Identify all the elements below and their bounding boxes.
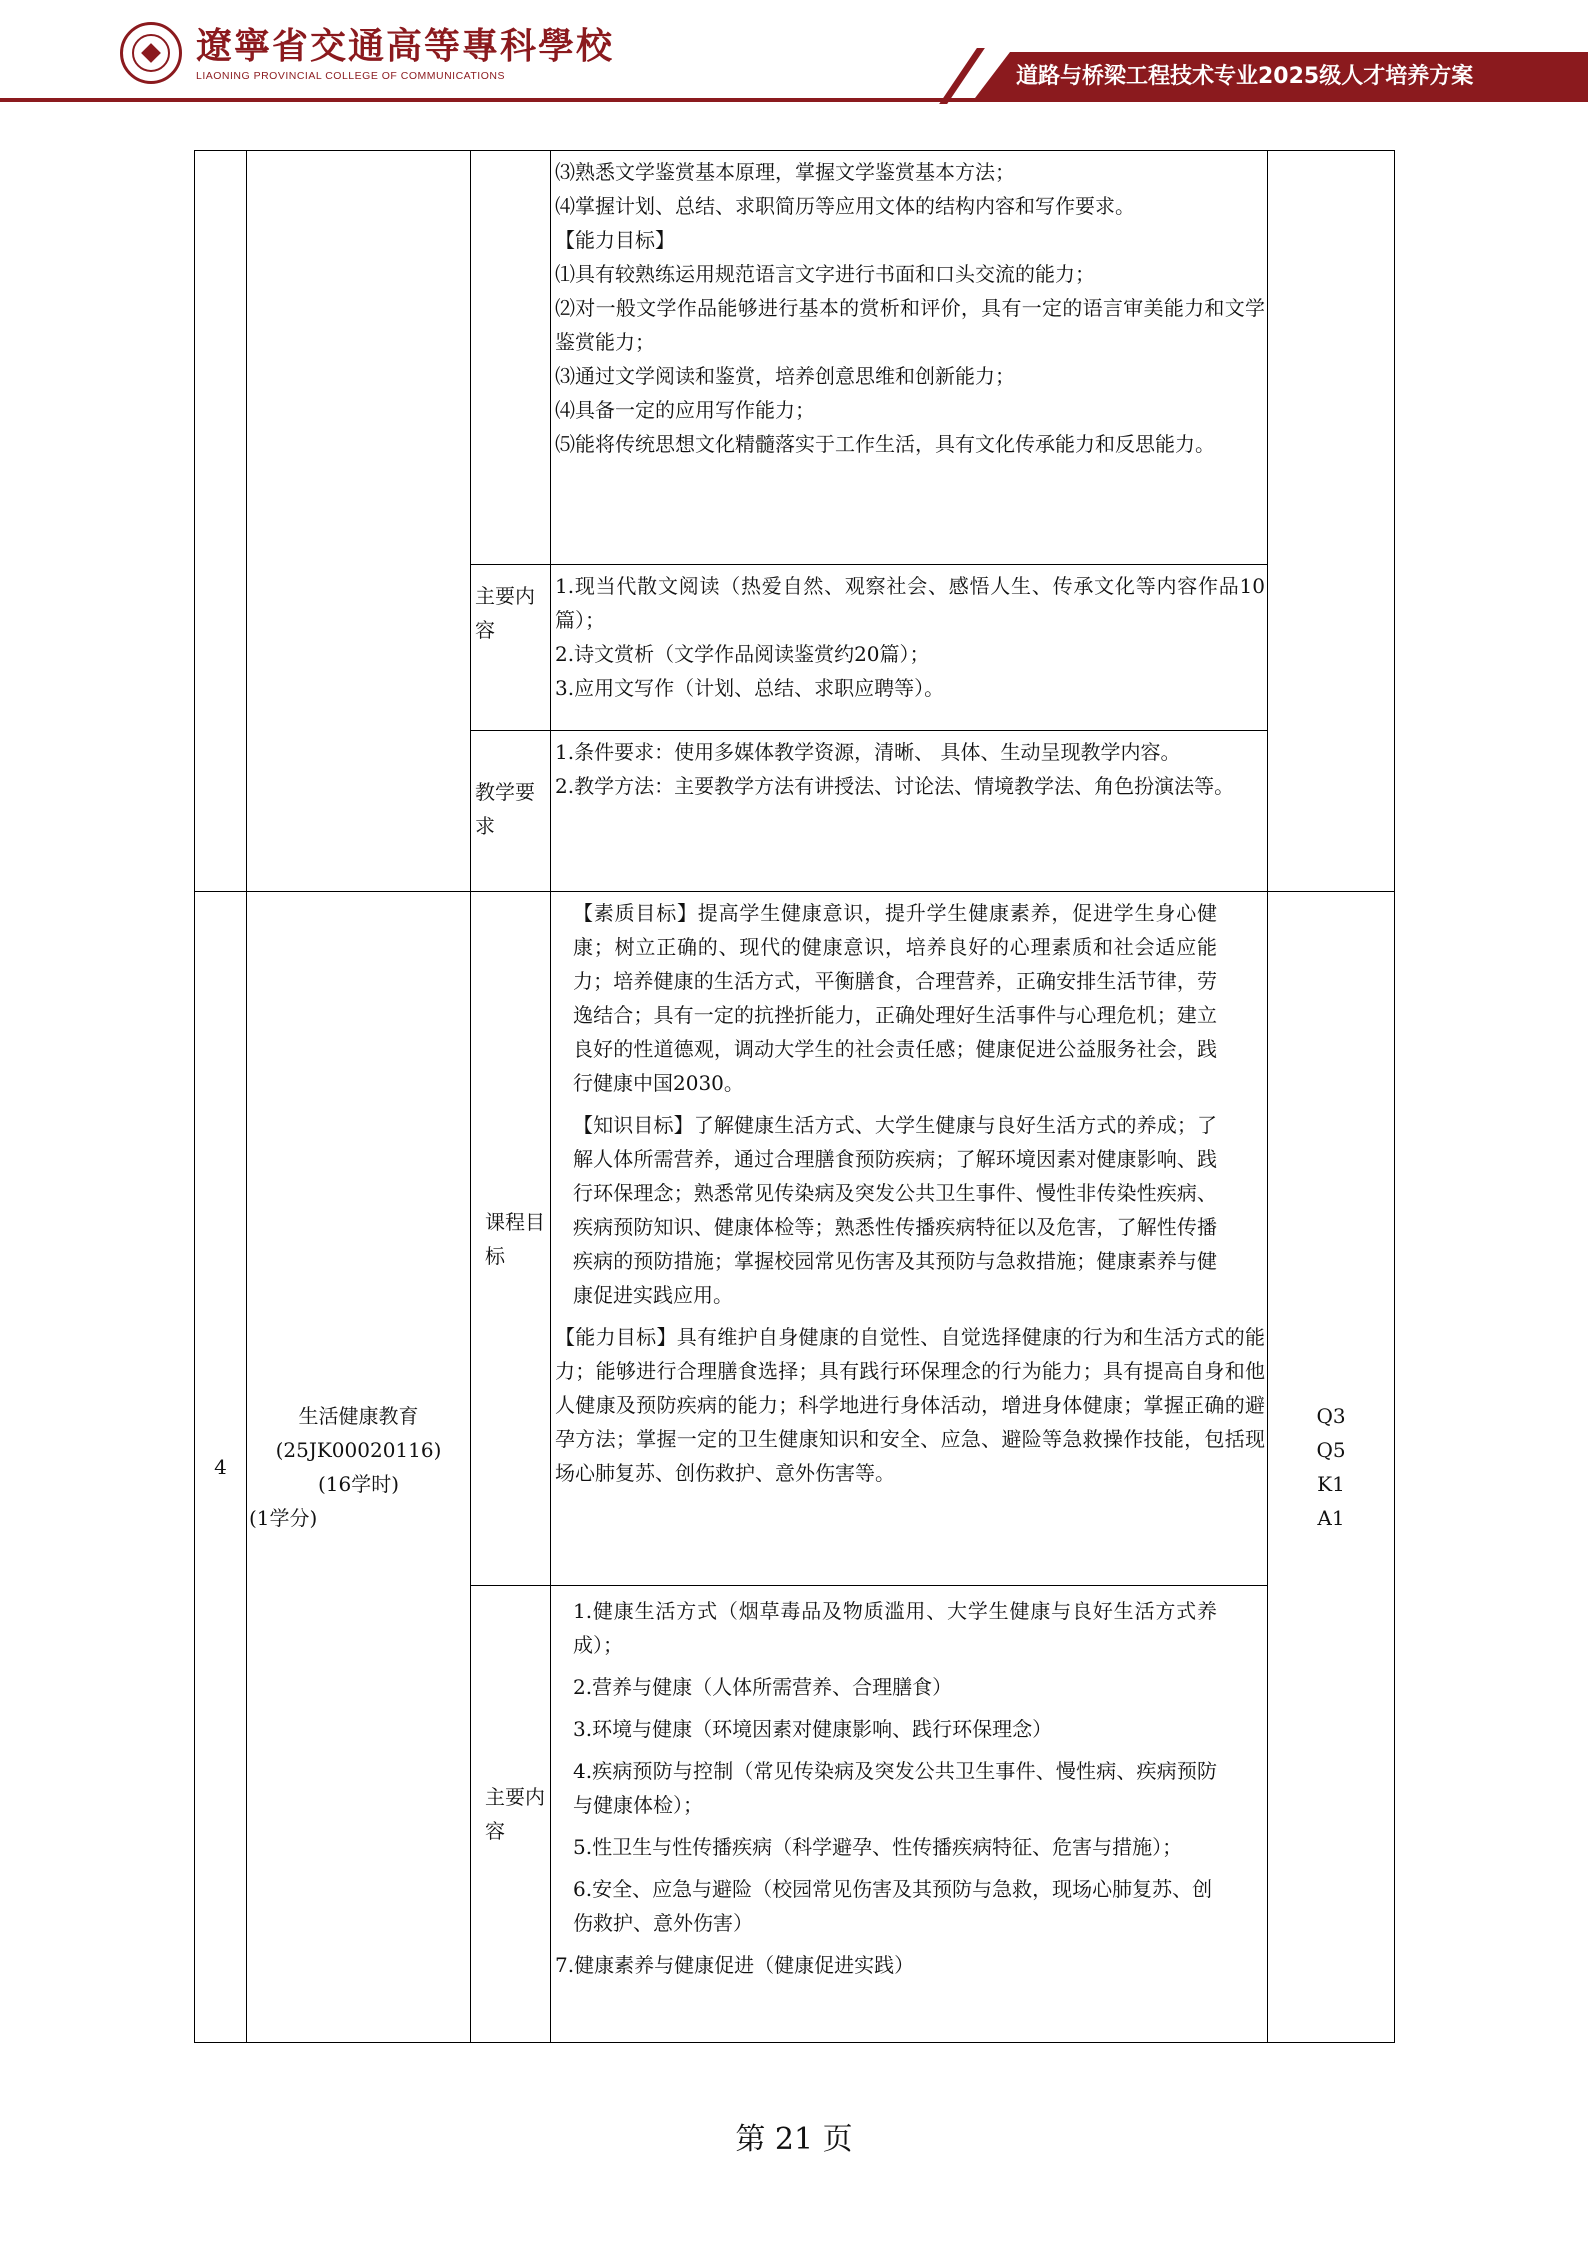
teaching-label: 教学要求 [475, 780, 535, 838]
course-name: 生活健康教育 [298, 1404, 419, 1428]
course-hours: (16学时) [317, 1472, 400, 1496]
course-credit: (1学分) [249, 1506, 318, 1530]
code-item: Q3 [1316, 1404, 1346, 1428]
teaching-line: 2.教学方法：主要教学方法有讲授法、讨论法、情境教学法、角色扮演法等。 [555, 774, 1235, 798]
content-line: 1.现当代散文阅读（热爱自然、观察社会、感悟人生、传承文化等内容作品10篇）； [555, 574, 1265, 632]
teaching-line: 1.条件要求：使用多媒体教学资源，清晰、 具体、生动呈现教学内容。 [555, 740, 1181, 764]
school-name-cn: 遼寧省交通高等專科學校 [196, 25, 615, 67]
course-cell-prev [247, 151, 471, 892]
page-number: 第 21 页 [735, 2122, 853, 2157]
goal-line: ⑶通过文学阅读和鉴赏，培养创意思维和创新能力； [555, 364, 1015, 388]
seal-core-mark [141, 43, 161, 63]
table-row [195, 151, 1395, 565]
table-row [195, 892, 1395, 1586]
curriculum-table [194, 150, 1395, 2043]
course-info-cell [247, 892, 471, 2043]
header-rule [0, 98, 1010, 102]
seal-inner-ring [132, 34, 170, 72]
school-name-en: LIAONING PROVINCIAL COLLEGE OF COMMUNICATIONS [196, 70, 505, 82]
goals-label: 课程目标 [485, 1209, 545, 1268]
content-line: 伤救护、意外伤害） [573, 1911, 753, 1935]
goal-line: ⑷掌握计划、总结、求职简历等应用文体的结构内容和写作要求。 [555, 194, 1135, 218]
content-line: 1.健康生活方式（烟草毒品及物质滥用、大学生健康与良好生活方式养成）； [573, 1599, 1217, 1657]
goals-cell-prev [551, 151, 1268, 565]
codes-cell-prev [1268, 151, 1395, 892]
goal-line: ⑶熟悉文学鉴赏基本原理，掌握文学鉴赏基本方法； [555, 160, 1015, 184]
code-item: A1 [1317, 1506, 1345, 1530]
course-number: 4 [195, 892, 247, 2043]
code-item: K1 [1317, 1472, 1345, 1496]
goal-line: ⑵对一般文学作品能够进行基本的赏析和评价，具有一定的语言审美能力和文学鉴赏能力； [555, 296, 1265, 354]
document-title: 道路与桥梁工程技术专业2025级人才培养方案 [1016, 64, 1474, 89]
content-cell-prev [551, 565, 1268, 731]
content-cell [551, 1586, 1268, 2043]
label-cell-prev-goals [471, 151, 551, 565]
content-label: 主要内容 [485, 1785, 545, 1843]
content-line: 6.安全、应急与避险（校园常见伤害及其预防与急救，现场心肺复苏、创 [573, 1877, 1213, 1901]
competency-codes-cell [1268, 892, 1395, 2043]
content-line: 3.环境与健康（环境因素对健康影响、践行环保理念） [573, 1717, 1053, 1741]
number-cell-prev [195, 151, 247, 892]
ability-goals: 【能力目标】具有维护自身健康的自觉性、自觉选择健康的行为和生活方式的能力；能够进行合理膳食选择；具有践行环保理念的行为能力；具有提高自身和他人健康及预防疾病的能力；科学地进行身体活动，增进身体健康；掌握正确的避孕方法；掌握一定的卫生健康知识和安全、应急、避险等急救操作技能，包括现场心肺复苏、创伤救护、意外伤害等。 [555, 1325, 1265, 1485]
teaching-cell-prev [551, 731, 1268, 892]
content-line: 3.应用文写作（计划、总结、求职应聘等）。 [555, 676, 945, 700]
goals-label-cell [471, 892, 551, 1586]
content-line: 5.性卫生与性传播疾病（科学避孕、性传播疾病特征、危害与措施）； [573, 1835, 1183, 1859]
knowledge-goals: 【知识目标】了解健康生活方式、大学生健康与良好生活方式的养成；了解人体所需营养，通过合理膳食预防疾病；了解环境因素对健康影响、践行环保理念；熟悉常见传染病及突发公共卫生事件、慢性非传染性疾病、疾病预防知识、健康体检等；熟悉性传播疾病特征以及危害，了解性传播疾病的预防措施；掌握校园常见伤害及其预防与急救措施；健康素养与健康促进实践应用。 [573, 1113, 1217, 1307]
course-code: (25JK00020116) [275, 1438, 442, 1462]
teaching-label-cell [471, 731, 551, 892]
content-line: 7.健康素养与健康促进（健康促进实践） [555, 1953, 915, 1977]
goal-line: ⑸能将传统思想文化精髓落实于工作生活，具有文化传承能力和反思能力。 [555, 432, 1215, 456]
goals-cell [551, 892, 1268, 1586]
goal-line: 【能力目标】 [555, 228, 675, 252]
goal-line: ⑷具备一定的应用写作能力； [555, 398, 815, 422]
school-logo-seal [120, 22, 182, 84]
goal-line: ⑴具有较熟练运用规范语言文字进行书面和口头交流的能力； [555, 262, 1095, 286]
content-label-cell [471, 565, 551, 731]
content-line: 2.诗文赏析（文学作品阅读鉴赏约20篇）； [555, 642, 930, 666]
content-line: 2.营养与健康（人体所需营养、合理膳食） [573, 1675, 953, 1699]
content-line: 4.疾病预防与控制（常见传染病及突发公共卫生事件、慢性病、疾病预防与健康体检）； [573, 1759, 1217, 1817]
code-item: Q5 [1316, 1438, 1346, 1462]
content-label: 主要内容 [475, 584, 535, 642]
content-label-cell [471, 1586, 551, 2043]
quality-goals: 【素质目标】提高学生健康意识，提升学生健康素养，促进学生身心健康；树立正确的、现代的健康意识，培养良好的心理素质和社会适应能力；培养健康的生活方式，平衡膳食，合理营养，正确安排生活节律，劳逸结合；具有一定的抗挫折能力，正确处理好生活事件与心理危机；建立良好的性道德观，调动大学生的社会责任感；健康促进公益服务社会，践行健康中国2030。 [573, 901, 1217, 1095]
